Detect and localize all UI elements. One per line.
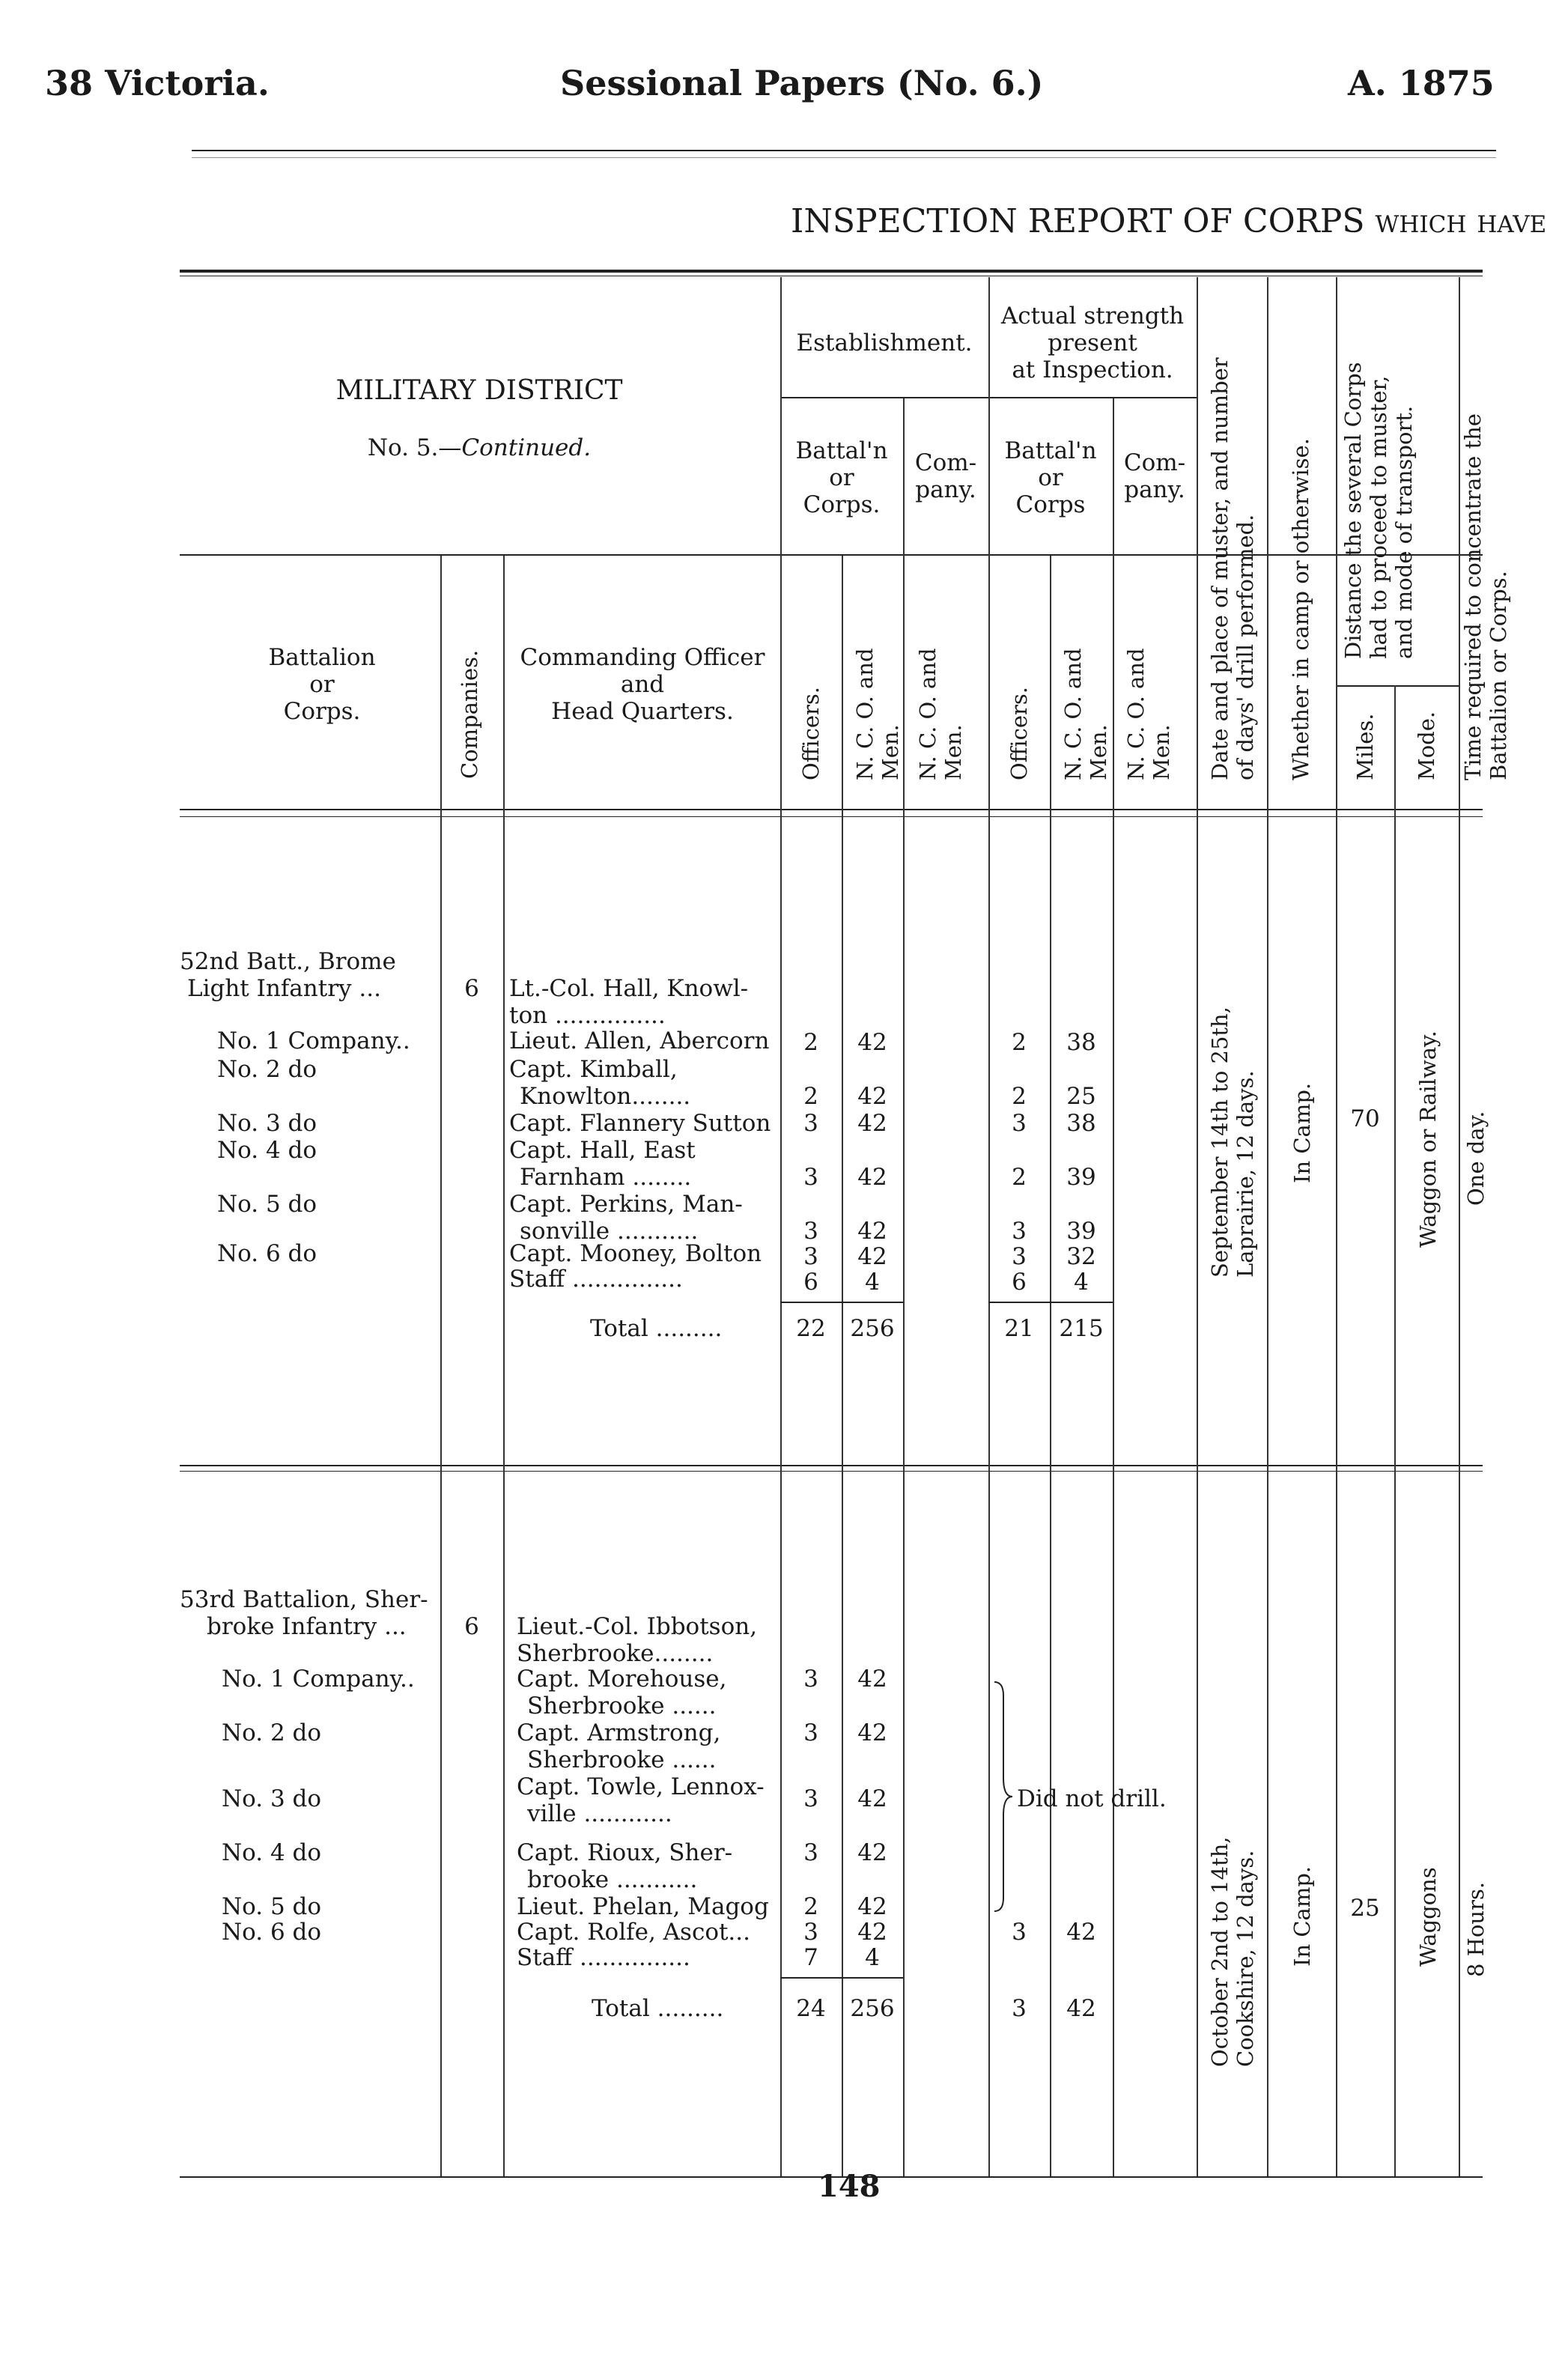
header-rule-2 — [192, 157, 1496, 158]
company-row-53-6: No. 6 do — [222, 1919, 322, 1946]
officer-row-53-4: Capt. Rioux, Sher- brooke ........... — [517, 1839, 733, 1893]
act-men-52-3: 38 — [1066, 1110, 1096, 1137]
est-men-52-6: 42 — [857, 1243, 887, 1270]
est-off-53-4: 3 — [803, 1839, 818, 1866]
officer-row-53-staff: Staff ............... — [517, 1944, 690, 1971]
time-52: One day. — [1463, 1111, 1489, 1206]
date-place-52: September 14th to 25th, Laprairie, 12 days. — [1207, 1007, 1258, 1278]
est-men-53-6: 42 — [857, 1919, 887, 1946]
est-battalion-header: Battal'n or Corps. — [795, 437, 888, 518]
company-row-52-2: No. 2 do — [217, 1056, 317, 1083]
est-men-53-2: 42 — [857, 1719, 887, 1746]
est-men-53-1: 42 — [857, 1666, 887, 1693]
company-row-52-5: No. 5 do — [217, 1191, 317, 1218]
did-not-drill-brace — [991, 1681, 1014, 1913]
total-rule-52 — [780, 1302, 903, 1303]
mode-52: Waggon or Railway. — [1415, 1030, 1441, 1248]
est-men-52-1: 42 — [857, 1029, 887, 1056]
date-place-53: October 2nd to 14th, Cookshire, 12 days. — [1207, 1836, 1258, 2067]
act-company-nco-header: N. C. O. and Men. — [1123, 648, 1174, 780]
total-rule-52b — [988, 1302, 1113, 1303]
officer-row-52-3: Capt. Flannery Sutton — [509, 1110, 771, 1137]
officer-row-52-5: Capt. Perkins, Man- sonville ........... — [509, 1191, 743, 1245]
est-men-53-staff: 4 — [865, 1944, 880, 1971]
act-off-52-staff: 6 — [1012, 1269, 1027, 1296]
company-row-52-4: No. 4 do — [217, 1137, 317, 1164]
camp-52: In Camp. — [1289, 1082, 1315, 1183]
col-line-camp — [1267, 277, 1268, 2176]
total-est-off-53: 24 — [796, 1995, 826, 2022]
district-subtitle: No. 5.—Continued. — [367, 434, 592, 461]
commanding-col-header: Commanding Officer and Head Quarters. — [520, 644, 765, 725]
company-row-52-1: No. 1 Company.. — [217, 1027, 410, 1054]
act-company-header: Com- pany. — [1123, 449, 1186, 503]
header-left: 38 Victoria. — [45, 63, 270, 103]
total-label-53: Total ......... — [592, 1995, 724, 2022]
col-line-est-company — [903, 398, 905, 2176]
company-row-53-4: No. 4 do — [222, 1839, 322, 1866]
total-act-off-53: 3 — [1012, 1995, 1027, 2022]
est-off-53-1: 3 — [803, 1666, 818, 1693]
companies-count-53rd: 6 — [464, 1613, 479, 1640]
distance-header: Distance the several Corps had to proceed to muster, and mode of transport. — [1340, 362, 1417, 659]
act-men-53-6: 42 — [1066, 1919, 1096, 1946]
est-off-52-4: 3 — [803, 1164, 818, 1191]
act-men-52-staff: 4 — [1074, 1269, 1089, 1296]
officer-row-53-1: Capt. Morehouse, Sherbrooke ...... — [517, 1666, 727, 1719]
est-off-52-3: 3 — [803, 1110, 818, 1137]
mode-header: Mode. — [1414, 711, 1439, 780]
act-men-52-2: 25 — [1066, 1083, 1096, 1110]
est-off-52-6: 3 — [803, 1243, 818, 1270]
act-off-52-5: 3 — [1012, 1218, 1027, 1245]
officer-row-53-0: Lieut.-Col. Ibbotson, Sherbrooke........ — [517, 1613, 758, 1667]
act-men-52-1: 38 — [1066, 1029, 1096, 1056]
col-line-act-company — [1113, 398, 1114, 2176]
did-not-drill-note: Did not drill. — [1017, 1785, 1167, 1812]
est-men-52-3: 42 — [857, 1110, 887, 1137]
est-off-53-5: 2 — [803, 1893, 818, 1920]
section-rule — [180, 1465, 1483, 1466]
district-title: MILITARY DISTRICT — [335, 375, 623, 406]
est-men-52-2: 42 — [857, 1083, 887, 1110]
est-off-53-6: 3 — [803, 1919, 818, 1946]
est-men-52-5: 42 — [857, 1218, 887, 1245]
est-off-52-2: 2 — [803, 1083, 818, 1110]
company-row-53-2: No. 2 do — [222, 1719, 322, 1746]
officer-row-53-5: Lieut. Phelan, Magog — [517, 1893, 769, 1920]
est-nco-header: N. C. O. and Men. — [852, 648, 903, 780]
companies-col-header: Companies. — [457, 649, 482, 779]
total-act-men-53: 42 — [1066, 1995, 1096, 2022]
act-off-52-2: 2 — [1012, 1083, 1027, 1110]
officer-row-53-3: Capt. Towle, Lennox- ville ............ — [517, 1773, 765, 1827]
act-men-52-6: 32 — [1066, 1243, 1096, 1270]
corps-name-52nd: 52nd Batt., Brome Light Infantry ... — [180, 948, 396, 1002]
total-est-men-53: 256 — [850, 1995, 895, 2022]
page-number: 148 — [818, 2169, 881, 2204]
est-company-header: Com- pany. — [914, 449, 977, 503]
establishment-header: Establishment. — [796, 330, 973, 356]
company-row-53-1: No. 1 Company.. — [222, 1666, 415, 1693]
mode-53: Waggons — [1415, 1867, 1441, 1967]
actual-strength-header: Actual strength present at Inspection. — [1000, 303, 1185, 383]
est-men-53-3: 42 — [857, 1785, 887, 1812]
header-right: A. 1875 — [1348, 63, 1495, 103]
header-center: Sessional Papers (No. 6.) — [560, 63, 1044, 103]
act-battalion-header: Battal'n or Corps — [1004, 437, 1097, 518]
est-off-52-5: 3 — [803, 1218, 818, 1245]
miles-header: Miles. — [1352, 713, 1378, 780]
act-off-52-6: 3 — [1012, 1243, 1027, 1270]
col-line-mode — [1394, 685, 1396, 2176]
total-rule-53 — [780, 1977, 903, 1979]
col-line-miles — [1336, 277, 1337, 2176]
est-men-52-4: 42 — [857, 1164, 887, 1191]
est-off-52-staff: 6 — [803, 1269, 818, 1296]
act-men-52-4: 39 — [1066, 1164, 1096, 1191]
act-nco-header: N. C. O. and Men. — [1060, 648, 1111, 780]
officer-row-52-staff: Staff ............... — [509, 1266, 683, 1293]
company-row-53-3: No. 3 do — [222, 1785, 322, 1812]
time-53: 8 Hours. — [1463, 1881, 1489, 1977]
table-top-rule — [180, 270, 1483, 273]
col-line-companies — [440, 556, 442, 2176]
company-row-52-3: No. 3 do — [217, 1110, 317, 1137]
header-rule — [192, 150, 1496, 151]
est-company-nco-header: N. C. O. and Men. — [915, 648, 966, 780]
total-act-off-52: 21 — [1004, 1315, 1034, 1342]
act-off-52-1: 2 — [1012, 1029, 1027, 1056]
company-row-53-5: No. 5 do — [222, 1893, 322, 1920]
act-off-52-3: 3 — [1012, 1110, 1027, 1137]
act-off-52-4: 2 — [1012, 1164, 1027, 1191]
act-men-52-5: 39 — [1066, 1218, 1096, 1245]
est-men-53-5: 42 — [857, 1893, 887, 1920]
company-row-52-6: No. 6 do — [217, 1240, 317, 1267]
act-officers-header: Officers. — [1006, 686, 1032, 780]
est-off-52-1: 2 — [803, 1029, 818, 1056]
corps-name-53rd: 53rd Battalion, Sher- broke Infantry ... — [180, 1586, 428, 1640]
est-off-53-staff: 7 — [803, 1944, 818, 1971]
total-est-off-52: 22 — [796, 1315, 826, 1342]
est-men-52-staff: 4 — [865, 1269, 880, 1296]
distance-rule — [1336, 685, 1459, 687]
miles-53: 25 — [1350, 1895, 1380, 1922]
est-off-53-2: 3 — [803, 1719, 818, 1746]
head-bottom-rule — [180, 809, 1483, 810]
head-bottom-rule-2 — [180, 816, 1483, 817]
miles-52: 70 — [1350, 1105, 1380, 1132]
officer-row-52-6: Capt. Mooney, Bolton — [509, 1240, 762, 1267]
officer-row-52-2: Capt. Kimball, Knowlton........ — [509, 1056, 691, 1110]
battalion-col-header: Battalion or Corps. — [268, 644, 376, 725]
page-subtitle: INSPECTION REPORT OF CORPS which have — [791, 202, 1547, 240]
officer-row-52-0: Lt.-Col. Hall, Knowl- ton ............... — [509, 975, 749, 1029]
est-off-53-3: 3 — [803, 1785, 818, 1812]
est-officers-header: Officers. — [798, 686, 824, 780]
officer-row-52-4: Capt. Hall, East Farnham ........ — [509, 1137, 696, 1191]
est-men-53-4: 42 — [857, 1839, 887, 1866]
total-est-men-52: 256 — [850, 1315, 895, 1342]
whether-camp-header: Whether in camp or otherwise. — [1288, 438, 1313, 780]
total-label-52: Total ......... — [590, 1315, 723, 1342]
col-line-officer — [503, 556, 505, 2176]
camp-53: In Camp. — [1289, 1866, 1315, 1967]
time-required-header: Time required to concentrate the Battalion or Corps. — [1460, 413, 1511, 780]
col-line-date — [1197, 277, 1198, 2176]
section-rule-2 — [180, 1471, 1483, 1472]
companies-count-52nd: 6 — [464, 975, 479, 1002]
officer-row-53-2: Capt. Armstrong, Sherbrooke ...... — [517, 1719, 721, 1773]
district-rule — [180, 554, 1483, 556]
officer-row-52-1: Lieut. Allen, Abercorn — [509, 1027, 770, 1054]
total-act-men-52: 215 — [1059, 1315, 1104, 1342]
officer-row-53-6: Capt. Rolfe, Ascot... — [517, 1919, 750, 1946]
date-place-header: Date and place of muster, and number of days' drill performed. — [1207, 357, 1258, 780]
act-off-53-6: 3 — [1012, 1919, 1027, 1946]
